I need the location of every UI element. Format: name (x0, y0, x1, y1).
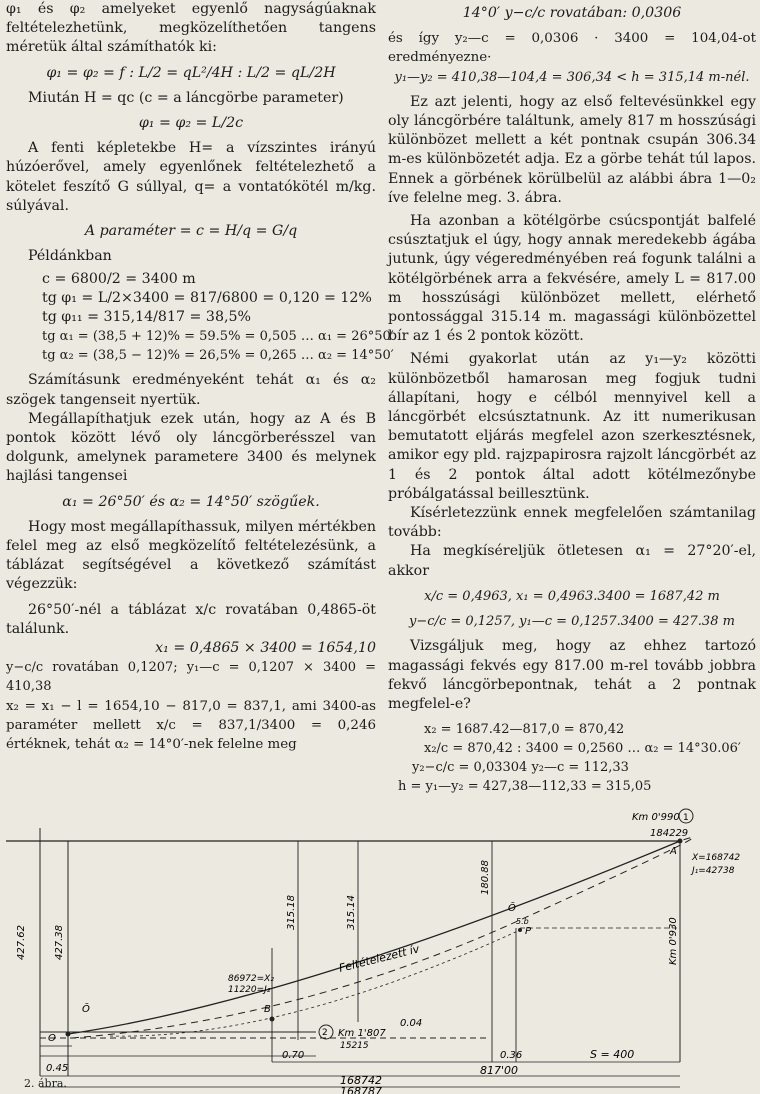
dimension-label: S = 400 (590, 1048, 635, 1061)
km-side-label: Km 0'930 (668, 917, 679, 965)
calc-line: tg φ₁ = L/2×3400 = 817/6800 = 0,120 = 12% (42, 290, 372, 307)
calculation-block (398, 720, 756, 796)
dimension-label: 0.70 (282, 1050, 305, 1061)
calc-line: x₂ = 1687.42—817,0 = 870,42 (424, 722, 625, 738)
calc-line: tg φ₁₁ = 315,14/817 = 38,5% (42, 309, 251, 326)
paragraph: Hogy most megállapíthassuk, milyen mértékben felel meg az első megközelítő feltételezésünk, a táblázat segítségével a következő számítást végezzük: (6, 518, 376, 593)
dimension-label: 168742 (340, 1074, 382, 1087)
figure-2-diagram (0, 800, 760, 1094)
height-label: 427.62 (16, 925, 27, 960)
point-o-label: O (48, 1033, 56, 1044)
point-obar-label: Ō (82, 1004, 90, 1015)
height-label: 427.38 (54, 925, 65, 960)
figure-caption: 2. ábra. (24, 1077, 67, 1090)
height-label: 315.14 (346, 895, 357, 930)
paragraph: A fenti képletekbe H= a vízszintes irányú húzóerővel, amely egyenlőnek feltételezhető a kötelet feszítő G súllyal, q= a vontatókötél m/kg. súlyával. (6, 140, 376, 214)
equation: y−c/c rovatában 0,1207; y₁—c = 0,1207 × 3400 = 410,38 (6, 660, 376, 695)
equation: y₁—y₂ = 410,38—104,4 = 306,34 < h = 315,14 m-nél. (394, 69, 750, 85)
point-p-marker (518, 928, 522, 932)
point-p-label: P (525, 926, 532, 937)
calc-line: c = 6800/2 = 3400 m (42, 271, 196, 288)
calc-line: x₂/c = 870,42 : 3400 = 0,2560 … α₂ = 14°30.06′ (424, 741, 741, 757)
paragraph: Vizsgáljuk meg, hogy az ehhez tartozó magassági fekvés egy 817.00 m-rel tovább jobbra fekvő láncgörbepontnak, tehát a 2 pontnak megfelel-e? (388, 638, 756, 712)
paragraph: 26°50′-nél a táblázat x/c rovatában 0,4865-öt találunk. (6, 601, 376, 637)
equation: x₁ = 0,4865 × 3400 = 1654,10 (155, 640, 376, 657)
equation: φ₁ = φ₂ = f : L/2 = qL²/4H : L/2 = qL/2H (46, 64, 336, 81)
point-1-number: 1 (683, 813, 689, 823)
paragraph: Némi gyakorlat után az y₁—y₂ közötti különbözetből hamarosan meg fogjuk tudni állapítani, hogy e célból mennyivel kell a láncgörbét elcsúsztatnunk. Az itt numerikusan bemutatott eljárás megfelel azon szerkesztésnek, amikor egy pld. rajzpapirosra rajzolt láncgörbét az 1 és 2 pontok által adott kötélmezőnybe próbálgatással beillesztünk. (388, 351, 756, 502)
dimension-label: 0.36 (500, 1050, 523, 1061)
calc-line: y₂−c/c = 0,03304 y₂—c = 112,33 (412, 760, 629, 776)
paragraph: x₂ = x₁ − l = 1654,10 − 817,0 = 837,1, ami 3400-as paraméter mellett x/c = 837,1/3400 = 0,246 értéknek, tehát α₂ = 14°0′-nek felelne meg (6, 698, 376, 753)
point-o-marker (66, 1032, 71, 1037)
dimension-label: 817'00 (480, 1064, 519, 1077)
assumed-curve (72, 837, 693, 1038)
point-2-number: 2 (322, 1028, 328, 1038)
dimension-label: 5.b (516, 917, 529, 926)
point-a-label: A (670, 846, 677, 857)
calc-line: h = y₁—y₂ = 427,38—112,33 = 315,05 (398, 779, 652, 795)
km-mid-sub-label: 15215 (340, 1041, 369, 1051)
b-coord-label: 86972=X₂ (228, 974, 274, 984)
paragraph: Ez azt jelenti, hogy az első feltevésünkkel egy oly láncgörbére találtunk, amely 817 m hosszúsági különbözet mellett a két pontnak csupán 306.34 m-es különbözetét adja. Ez a görbe tehát túl lapos. Ennek a görbének körülbelül az alábbi ábra 1—0₂ íve felelne meg. 3. ábra. (388, 93, 756, 206)
dimension-label: 0.45 (46, 1063, 69, 1074)
dimension-label: 168787 (340, 1085, 382, 1094)
calculation-block (42, 270, 394, 365)
b-coord-label: 11220=J₂ (228, 985, 271, 995)
paragraph: Kísérletezzünk ennek megfelelően számtanilag tovább: (388, 505, 756, 541)
point-b-marker (270, 1017, 275, 1022)
paragraph: és így y₂—c = 0,0306 · 3400 = 104,04-ot eredményezne· (388, 31, 756, 66)
equation: 14°0′ y−c/c rovatában: 0,0306 (462, 5, 682, 21)
calc-line: tg α₂ = (38,5 − 12)% = 26,5% = 0,265 … α₂ = 14°50′ (42, 348, 394, 364)
chain-curve (68, 841, 680, 1034)
equation: x/c = 0,4963, x₁ = 0,4963.3400 = 1687,42 m (424, 588, 720, 604)
y-coordinate-label: J₁=42738 (692, 866, 735, 876)
height-label: 180.88 (480, 860, 491, 895)
paragraph: Megállapíthatjuk ezek után, hogy az A és B pontok között lévő oly láncgörberésszel van dolgunk, amelynek parametere 3400 és melynek hajlási tangensei (6, 410, 376, 485)
equation: y−c/c = 0,1257, y₁—c = 0,1257.3400 = 427.38 m (409, 614, 735, 630)
height-label: 315.18 (286, 895, 297, 930)
km-mid-label: Km 1'807 (338, 1028, 386, 1039)
right-column (388, 0, 756, 796)
dimension-label: 0.04 (400, 1018, 423, 1029)
paragraph: Példánkban (28, 248, 112, 265)
point-a-marker (678, 839, 683, 844)
paragraph: Miután H = qc (c = a láncgörbe parameter) (28, 89, 344, 106)
paragraph: φ₁ és φ₂ amelyeket egyenlő nagyságúaknak feltételezhetünk, megközelíthetően tangens méretük által számíthatók ki: (6, 1, 376, 56)
equation: φ₁ = φ₂ = L/2c (138, 115, 244, 132)
calc-line: tg α₁ = (38,5 + 12)% = 59.5% = 0,505 … α₁ = 26°50′ (42, 329, 394, 345)
paragraph: Ha megkíséreljük ötletesen α₁ = 27°20′-el, akkor (388, 543, 756, 579)
equation: A paraméter = c = H/q = G/q (84, 223, 298, 240)
paragraph: Ha azonban a kötélgörbe csúcspontját balfelé csúsztatjuk el úgy, hogy annak meredekebb ágába jutunk, úgy végeredményében reá fogunk találni a kötélgörbének arra a fekvésére, amely L = 817.00 m hosszúsági különbözet mellett, elérhető pontossággal 315.14 m. magassági különbözettel bír az 1 és 2 pontok között. (388, 213, 756, 345)
coord-label: 184229 (650, 828, 689, 839)
equation: α₁ = 26°50′ és α₂ = 14°50′ szögűek. (62, 493, 320, 510)
km-top-label: Km 0'990 (632, 812, 680, 823)
point-obar2-label: Ō (508, 903, 516, 914)
left-column (6, 0, 394, 754)
paragraph: Számításunk eredményeként tehát α₁ és α₂ szögek tangenseit nyertük. (6, 372, 376, 408)
curve-label: Feltételezett ív (337, 942, 421, 975)
point-b-label: B (264, 1004, 271, 1015)
x-coordinate-label: X=168742 (692, 853, 741, 863)
